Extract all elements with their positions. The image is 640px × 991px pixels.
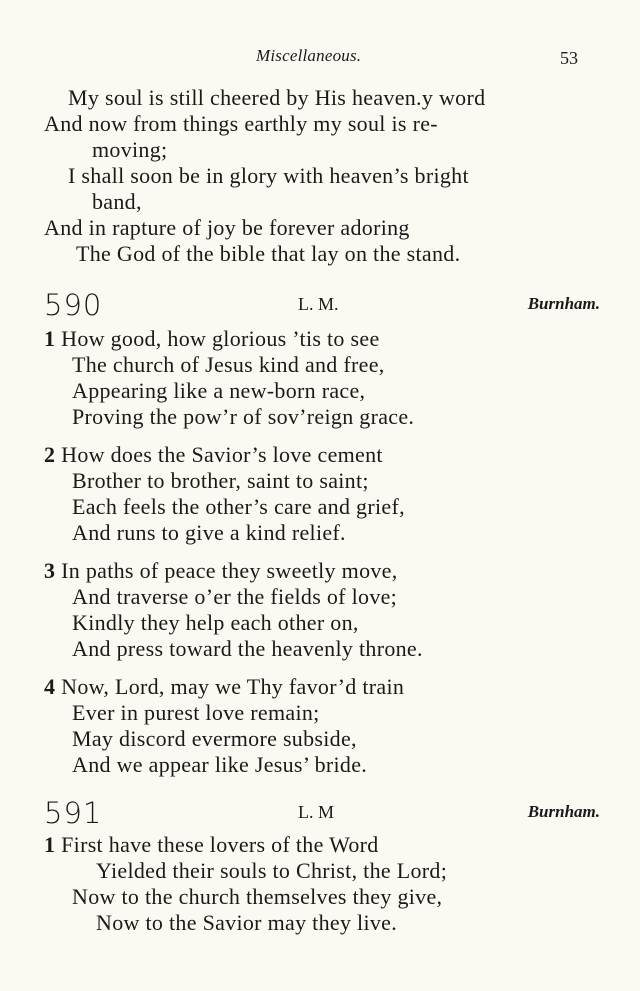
verse-line: Proving the pow’r of sov’reign grace. [72, 404, 415, 429]
verse-line: Each feels the other’s care and grief, [72, 494, 405, 519]
verse-line: And press toward the heavenly throne. [72, 636, 423, 661]
verse-text: Now, Lord, may we Thy favor’d train [61, 674, 405, 699]
continuation-line: I shall soon be in glory with heaven’s bright [68, 163, 469, 188]
section-title: Miscellaneous. [256, 46, 362, 65]
verse-number: 1 [44, 326, 56, 351]
verse-line: Now to the Savior may they live. [96, 910, 398, 935]
hymn-heading [0, 796, 640, 830]
page-number: 53 [560, 48, 578, 68]
verse-line: And we appear like Jesus’ bride. [72, 752, 368, 777]
verse-line: Ever in purest love remain; [72, 700, 320, 725]
verse-line [44, 558, 398, 584]
continuation-line: The God of the bible that lay on the stand. [76, 241, 461, 266]
verse-number: 2 [44, 442, 56, 467]
verse-text: How good, how glorious ’tis to see [61, 326, 380, 351]
hymn-number: 591 [44, 796, 103, 830]
verse-line [44, 326, 380, 352]
verse-line: May discord evermore subside, [72, 726, 357, 751]
verse-number: 3 [44, 558, 56, 583]
continuation-line: band, [92, 189, 142, 214]
continuation-line: moving; [92, 137, 168, 162]
verse-text: In paths of peace they sweetly move, [61, 558, 398, 583]
verse-text: First have these lovers of the Word [61, 832, 379, 857]
verse-line [44, 674, 404, 700]
running-header [0, 46, 640, 72]
verse-line: The church of Jesus kind and free, [72, 352, 385, 377]
continuation-line: And in rapture of joy be forever adoring [44, 215, 410, 240]
tune-name: Burnham. [527, 294, 600, 313]
tune-name: Burnham. [527, 802, 600, 821]
verse-number: 4 [44, 674, 56, 699]
verse-line: Yielded their souls to Christ, the Lord; [96, 858, 448, 883]
verse-line: And runs to give a kind relief. [72, 520, 346, 545]
verse-line: Appearing like a new-born race, [72, 378, 366, 403]
verse-line [44, 832, 379, 858]
verse-line: Now to the church themselves they give, [72, 884, 443, 909]
verse-line: Brother to brother, saint to saint; [72, 468, 369, 493]
meter-label: L. M. [298, 294, 339, 314]
verse-number: 1 [44, 832, 56, 857]
verse-line: Kindly they help each other on, [72, 610, 359, 635]
verse-line: And traverse o’er the fields of love; [72, 584, 398, 609]
continuation-line: And now from things earthly my soul is re- [44, 111, 438, 136]
verse-line [44, 442, 383, 468]
hymn-number: 590 [44, 288, 103, 322]
hymn-heading [0, 288, 640, 322]
continuation-line: My soul is still cheered by His heaven.y word [68, 85, 486, 110]
meter-label: L. M [298, 802, 334, 822]
verse-text: How does the Savior’s love cement [61, 442, 383, 467]
